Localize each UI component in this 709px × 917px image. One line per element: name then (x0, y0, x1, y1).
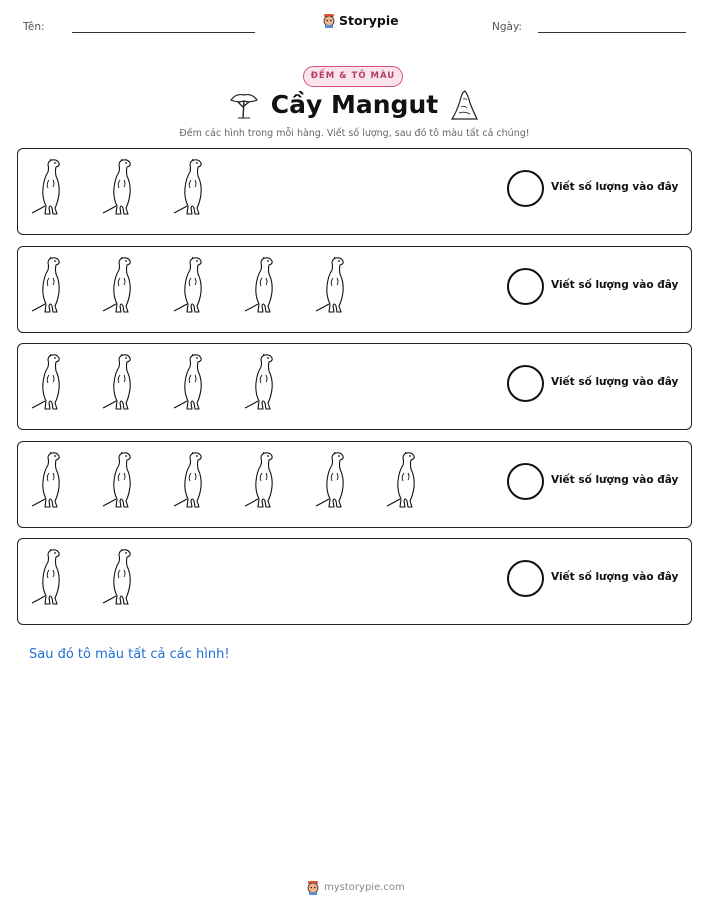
answer-circle[interactable] (507, 560, 544, 597)
meerkat-icon[interactable] (30, 546, 70, 610)
meerkat-icon[interactable] (243, 449, 283, 513)
meerkat-icon[interactable] (172, 156, 212, 220)
name-label: Tên: (23, 21, 45, 33)
date-label: Ngày: (492, 21, 522, 33)
counting-row (17, 246, 692, 333)
brand-name: Storypie (339, 13, 399, 28)
counting-row (17, 441, 692, 528)
counting-row (17, 343, 692, 430)
meerkat-icon[interactable] (30, 351, 70, 415)
footer-url: mystorypie.com (324, 882, 405, 893)
date-line[interactable] (538, 32, 686, 33)
storypie-logo-icon (322, 13, 336, 28)
meerkat-icon[interactable] (101, 449, 141, 513)
counting-row (17, 538, 692, 625)
answer-circle[interactable] (507, 170, 544, 207)
meerkat-icon[interactable] (243, 254, 283, 318)
coloring-note: Sau đó tô màu tất cả các hình! (29, 647, 230, 662)
meerkat-icon[interactable] (172, 351, 212, 415)
answer-label: Viết số lượng vào đây (551, 278, 679, 291)
meerkat-icon[interactable] (243, 351, 283, 415)
meerkat-icon[interactable] (30, 156, 70, 220)
meerkat-icon[interactable] (314, 449, 354, 513)
meerkat-icon[interactable] (172, 254, 212, 318)
meerkat-icon[interactable] (101, 254, 141, 318)
activity-badge: ĐẾM & TÔ MÀU (303, 66, 403, 87)
meerkat-icon[interactable] (172, 449, 212, 513)
meerkat-icon[interactable] (101, 156, 141, 220)
termite-mound-icon (449, 89, 479, 121)
meerkat-icon[interactable] (101, 351, 141, 415)
storypie-logo-icon (306, 880, 320, 895)
brand (322, 13, 399, 28)
answer-circle[interactable] (507, 463, 544, 500)
answer-label: Viết số lượng vào đây (551, 181, 679, 193)
answer-circle[interactable] (507, 365, 544, 402)
meerkat-icon[interactable] (314, 254, 354, 318)
meerkat-icon[interactable] (30, 254, 70, 318)
instructions: Đếm các hình trong mỗi hàng. Viết số lượng, sau đó tô màu tất cả chúng! (179, 128, 530, 139)
meerkat-icon[interactable] (101, 546, 141, 610)
answer-label: Viết số lượng vào đây (551, 473, 679, 486)
counting-row (17, 148, 692, 235)
name-line[interactable] (72, 32, 255, 33)
footer (306, 880, 405, 895)
meerkat-icon[interactable] (385, 449, 425, 513)
answer-label: Viết số lượng vào đây (551, 376, 679, 388)
meerkat-icon[interactable] (30, 449, 70, 513)
page-title: Cầy Mangut (270, 90, 439, 119)
answer-label: Viết số lượng vào đây (551, 571, 679, 583)
answer-circle[interactable] (507, 268, 544, 305)
